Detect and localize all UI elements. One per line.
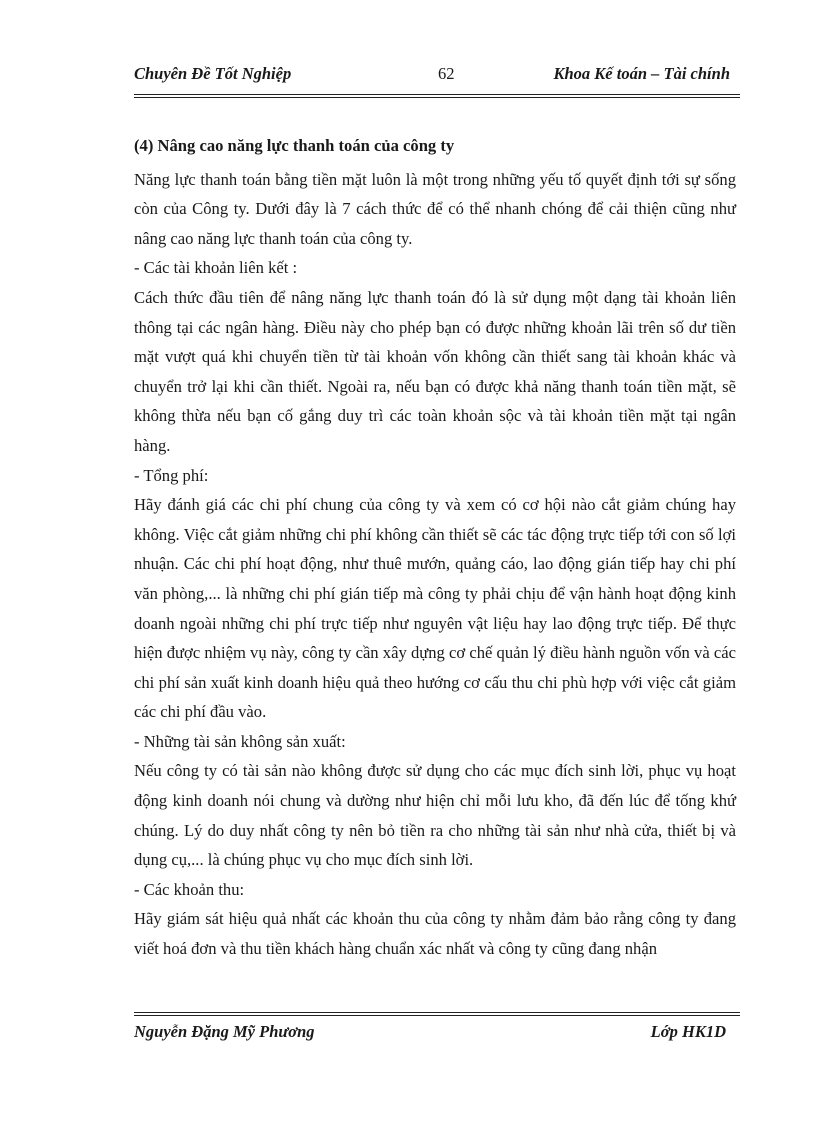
footer-rule-top: [134, 1012, 740, 1013]
subheading-receivables: - Các khoản thu:: [134, 879, 245, 899]
intro-paragraph: Năng lực thanh toán bằng tiền mặt luôn là một trong những yếu tố quyết định tới sự sống còn của Công ty. Dưới đây là 7 cách thức để có thể nhanh chóng để cải thiện cũng như nâng cao năng lực thanh toán của công ty.: [134, 169, 736, 248]
footer-rule-bottom: [134, 1015, 740, 1016]
subheading-nonproductive-assets: - Những tài sản không sản xuất:: [134, 731, 346, 751]
subheading-overhead: - Tổng phí:: [134, 465, 209, 485]
footer-author: Nguyễn Đặng Mỹ Phương: [134, 1022, 315, 1041]
paragraph-nonproductive-assets: Nếu công ty có tài sản nào không được sử dụng cho các mục đích sinh lời, phục vụ hoạt động kinh doanh nói chung và dường như hiện chỉ mỗi lưu kho, đã đến lúc để tống khứ chúng. Lý do duy nhất công ty nên bỏ tiền ra cho những tài sản như nhà cửa, thiết bị và dụng cụ,... là chúng phục vụ cho mục đích sinh lời.: [134, 761, 736, 870]
header-rule-top: [134, 94, 740, 95]
page-header: [134, 64, 740, 86]
header-thesis-title: Chuyên Đề Tốt Nghiệp: [134, 64, 292, 83]
document-body: [134, 131, 736, 964]
page-number: 62: [438, 64, 455, 83]
header-faculty: Khoa Kế toán – Tài chính: [553, 64, 730, 83]
header-rule-bottom: [134, 97, 740, 98]
paragraph-overhead: Hãy đánh giá các chi phí chung của công ty và xem có cơ hội nào cắt giảm chúng hay không. Việc cắt giảm những chi phí không cần thiết sẽ các tác động trực tiếp tới con số lợi nhuận. Các chi phí hoạt động, như thuê mướn, quảng cáo, lao động gián tiếp hay chi phí văn phòng,... là những chi phí gián tiếp mà công ty phải chịu để vận hành hoạt động kinh doanh ngoài những chi phí trực tiếp như nguyên vật liệu hay lao động trực tiếp. Để thực hiện được nhiệm vụ này, công ty cần xây dựng cơ chế quản lý điều hành nguồn vốn và các chi phí sản xuất kinh doanh hiệu quả theo hướng cơ cấu thu chi phù hợp với việc cắt giảm các chi phí đầu vào.: [134, 495, 736, 722]
paragraph-receivables: Hãy giám sát hiệu quả nhất các khoản thu của công ty nhằm đảm bảo rằng công ty đang viết hoá đơn và thu tiền khách hàng chuẩn xác nhất và công ty cũng đang nhận: [134, 909, 736, 959]
page-footer: [134, 1022, 740, 1044]
footer-class: Lớp HK1D: [650, 1022, 726, 1041]
paragraph-linked-accounts: Cách thức đầu tiên để nâng năng lực thanh toán đó là sử dụng một dạng tài khoản liên thông tại các ngân hàng. Điều này cho phép bạn có được những khoản lãi trên số dư tiền mặt vượt quá khi chuyển tiền từ tài khoản vốn không cần thiết sang tài khoản khác và chuyển trở lại khi cần thiết. Ngoài ra, nếu bạn có được khả năng thanh toán tiền mặt, sẽ không thừa nếu bạn cố gắng duy trì các toàn khoản sộc và tài khoản tiền mặt tại ngân hàng.: [134, 287, 736, 455]
section-title: (4) Nâng cao năng lực thanh toán của công ty: [134, 136, 455, 155]
subheading-linked-accounts: - Các tài khoản liên kết :: [134, 258, 298, 278]
